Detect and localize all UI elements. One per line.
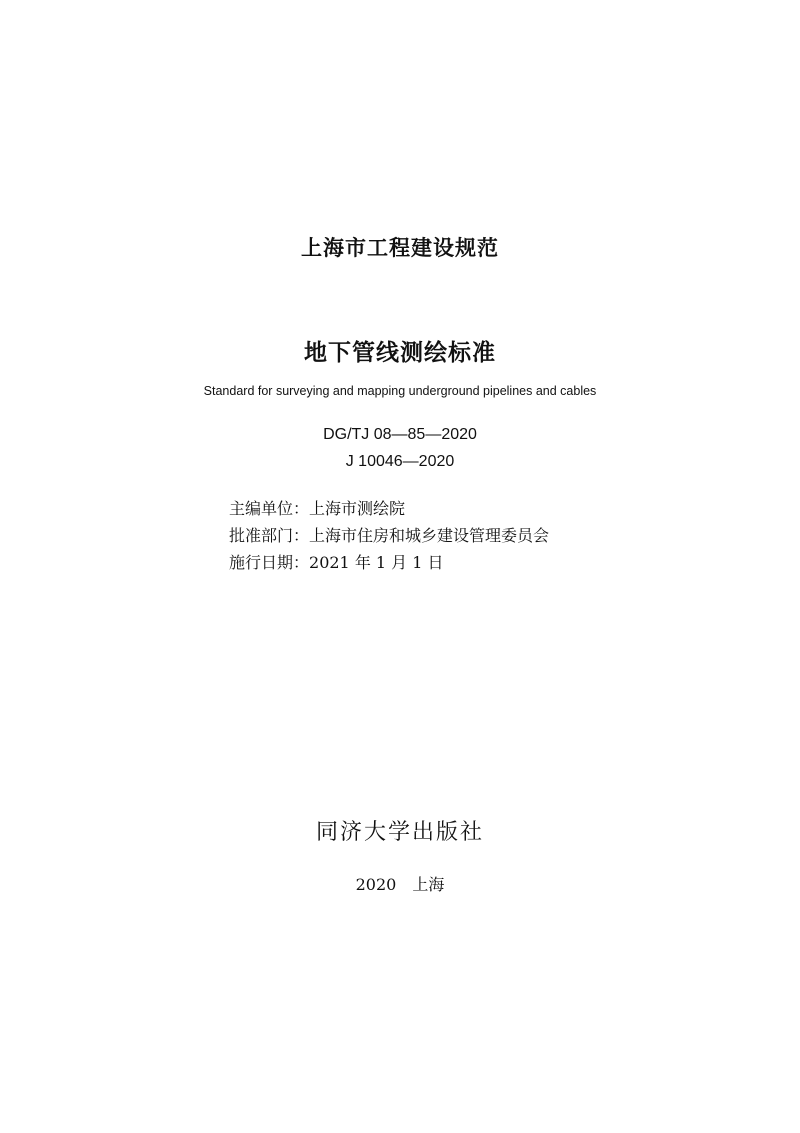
publication-city: 上海 <box>412 875 445 894</box>
approval-dept-row <box>229 522 549 549</box>
effective-date-row <box>229 549 549 576</box>
publication-line <box>0 872 800 895</box>
chief-editor-value: 上海市测绘院 <box>309 499 406 518</box>
approval-dept-label: 批准部门： <box>229 526 310 545</box>
approval-dept-value: 上海市住房和城乡建设管理委员会 <box>309 526 550 545</box>
effective-date-value: 2021 年 1 月 1 日 <box>309 553 444 572</box>
publisher-name: 同济大学出版社 <box>315 820 484 845</box>
english-subtitle: Standard for surveying and mapping underground pipelines and cables <box>203 384 597 398</box>
filing-code: J 10046—2020 <box>345 453 455 470</box>
effective-date-label: 施行日期： <box>229 553 310 572</box>
chief-editor-row <box>229 495 549 522</box>
series-title: 上海市工程建设规范 <box>301 236 499 260</box>
metadata-block <box>229 495 549 576</box>
standard-code: DG/TJ 08—85—2020 <box>323 426 477 443</box>
publication-year: 2020 <box>355 875 397 894</box>
document-title: 地下管线测绘标准 <box>304 340 496 366</box>
chief-editor-label: 主编单位： <box>229 499 310 518</box>
